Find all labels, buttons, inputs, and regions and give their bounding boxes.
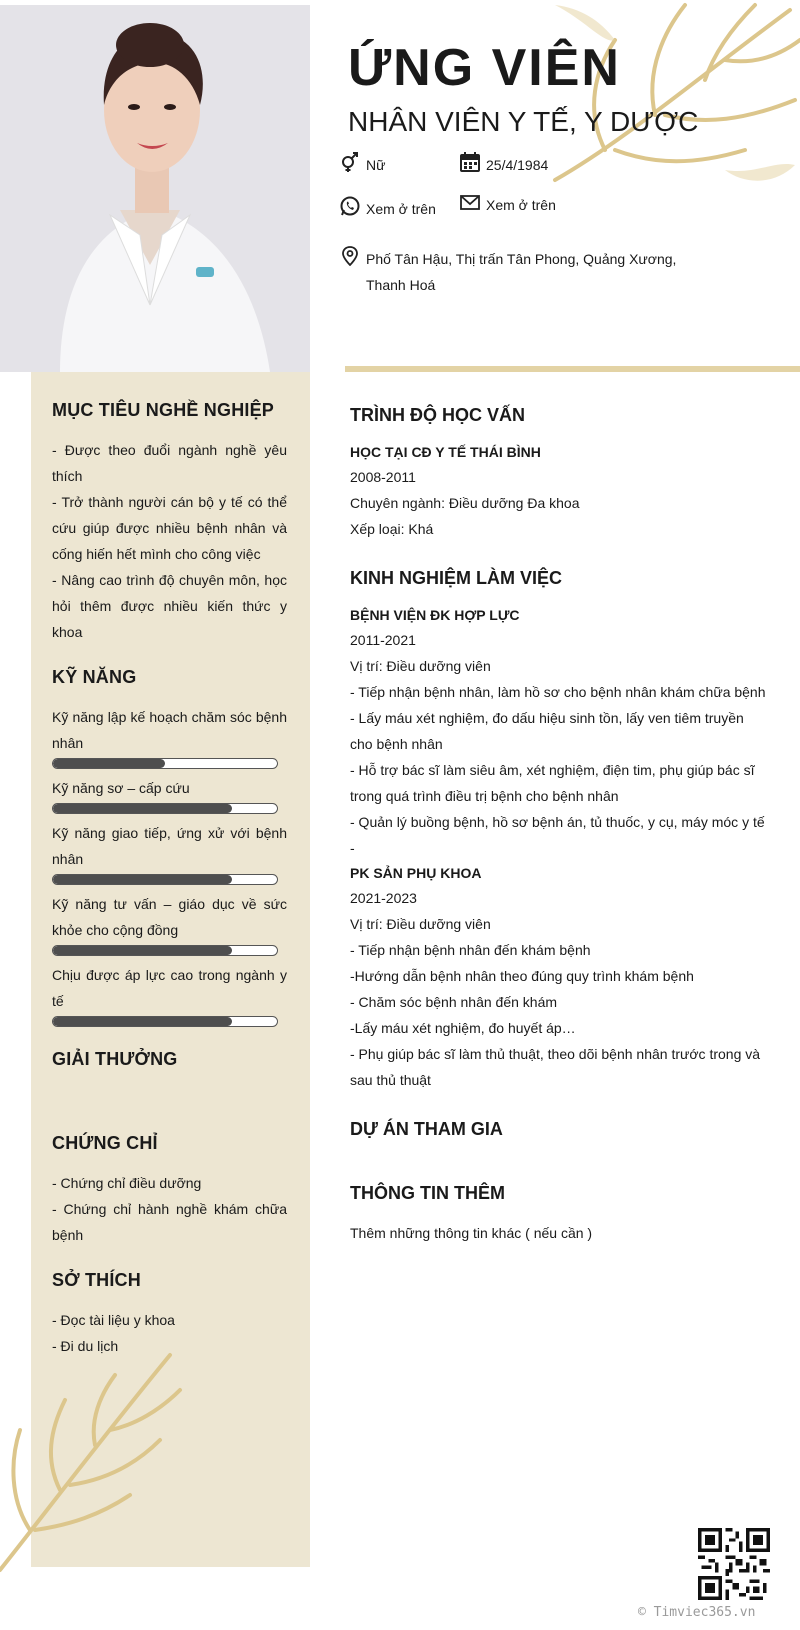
job-task: - Lấy máu xét nghiệm, đo dấu hiệu sinh tồn, lấy ven tiêm truyền cho bệnh nhân [350,710,744,752]
certificate-line: - Chứng chỉ điều dưỡng [52,1175,202,1191]
additional-title: THÔNG TIN THÊM [350,1183,505,1203]
gender-icon [340,152,360,172]
education-section [350,405,770,542]
skill-bar [52,945,278,956]
skill-item [52,775,287,814]
hobby-line: - Đi du lịch [52,1338,119,1354]
skill-name: Kỹ năng sơ – cấp cứu [52,780,190,796]
objective-line: - Được theo đuổi ngành nghề yêu thích [52,442,287,484]
email-field [460,192,556,218]
watermark: © Timviec365.vn [638,1605,756,1620]
calendar-icon [460,152,480,172]
candidate-name: ỨNG VIÊN [348,39,621,97]
skills-title: KỸ NĂNG [52,667,137,687]
address-value [366,246,676,298]
phone-field [340,196,436,222]
experience-section [350,568,770,1093]
leaf-decoration [0,1350,200,1580]
job-entry [350,605,770,861]
skill-name: Kỹ năng lập kế hoạch chăm sóc bệnh nhân [52,709,287,751]
job-task: - [350,840,355,856]
additional-text: Thêm những thông tin khác ( nếu cần ) [350,1225,593,1241]
job-task: - Hỗ trợ bác sĩ làm siêu âm, xét nghiệm, điện tim, phụ giúp bác sĩ trong quá trình điều trị bệnh cho bệnh nhân [350,762,755,804]
job-period: 2011-2021 [350,632,416,648]
profile-photo [0,5,310,372]
projects-section [350,1119,770,1163]
job-task: -Hướng dẫn bệnh nhân theo đúng quy trình khám bệnh [350,968,694,984]
job-period: 2021-2023 [350,890,417,906]
job-title: NHÂN VIÊN Y TẾ, Y DƯỢC [348,106,699,137]
objective-section [52,400,287,645]
address-line-2: Thanh Hoá [366,277,436,293]
sidebar-content [52,400,287,1373]
portrait-illustration [0,5,310,372]
objective-title: MỤC TIÊU NGHỀ NGHIỆP [52,400,275,420]
skill-fill [53,1017,232,1026]
job-task: - Chăm sóc bệnh nhân đến khám [350,994,558,1010]
phone-value: Xem ở trên [366,201,436,217]
skill-fill [53,875,232,884]
skill-bar [52,1016,278,1027]
location-icon [340,246,360,266]
job-task: - Phụ giúp bác sĩ làm thủ thuật, theo dõi bệnh nhân trước trong và sau thủ thuật [350,1046,761,1088]
hobbies-title: SỞ THÍCH [52,1270,141,1290]
skill-name: Chịu được áp lực cao trong ngành y tế [52,967,287,1009]
skill-item [52,891,287,956]
objective-line: - Trở thành người cán bộ y tế có thể cứu giúp được nhiều bệnh nhân và cống hiến hết mình cho công việc [52,494,287,562]
company-name: PK SẢN PHỤ KHOA [350,865,482,881]
certificates-title: CHỨNG CHỈ [52,1133,158,1153]
certificates-section [52,1133,287,1248]
education-period: 2008-2011 [350,469,416,485]
skill-name: Kỹ năng tư vấn – giáo dục về sức khỏe cho cộng đồng [52,896,287,938]
job-task: - Quản lý buồng bệnh, hồ sơ bệnh án, tủ thuốc, y cụ, máy móc y tế [350,814,765,830]
address-field [340,246,676,298]
job-task: - Tiếp nhận bệnh nhân đến khám bệnh [350,942,591,958]
hobby-line: - Đọc tài liệu y khoa [52,1312,175,1328]
education-grade: Xếp loại: Khá [350,521,434,537]
job-task: -Lấy máu xét nghiệm, đo huyết áp… [350,1020,576,1036]
company-name: BỆNH VIỆN ĐK HỢP LỰC [350,607,520,623]
objective-line: - Nâng cao trình độ chuyên môn, học hỏi thêm được nhiều kiến thức y khoa [52,572,287,640]
experience-title: KINH NGHIỆM LÀM VIỆC [350,568,563,588]
skill-fill [53,759,165,768]
job-role: Vị trí: Điều dưỡng viên [350,658,491,674]
job-role: Vị trí: Điều dưỡng viên [350,916,491,932]
skill-item [52,962,287,1027]
gender-value: Nữ [366,157,386,173]
education-major: Chuyên ngành: Điều dưỡng Đa khoa [350,495,580,511]
education-title: TRÌNH ĐỘ HỌC VẤN [350,405,525,425]
skill-bar [52,874,278,885]
main-content [350,405,770,1266]
mail-icon [460,192,480,212]
qr-code-icon [698,1528,770,1600]
skill-item [52,820,287,885]
skill-item [52,704,287,769]
skill-bar [52,803,278,814]
job-entry [350,863,770,1093]
gender-field [340,152,385,178]
awards-section [52,1049,287,1119]
resume-header [348,38,768,138]
skill-fill [53,804,232,813]
email-value: Xem ở trên [486,197,556,213]
birthday-field [460,152,548,178]
skills-section [52,667,287,1027]
additional-section [350,1183,770,1246]
projects-title: DỰ ÁN THAM GIA [350,1119,503,1139]
birthday-value: 25/4/1984 [486,157,549,173]
skill-fill [53,946,232,955]
job-task: - Tiếp nhận bệnh nhân, làm hồ sơ cho bệnh nhân khám chữa bệnh [350,684,766,700]
header-divider [345,366,800,372]
skill-name: Kỹ năng giao tiếp, ứng xử với bệnh nhân [52,825,287,867]
school-name: HỌC TẠI CĐ Y TẾ THÁI BÌNH [350,444,541,460]
skill-bar [52,758,278,769]
awards-title: GIẢI THƯỞNG [52,1049,178,1069]
address-line-1: Phố Tân Hậu, Thị trấn Tân Phong, Quảng Xương, [366,251,677,267]
hobbies-section [52,1270,287,1359]
phone-icon [340,196,360,216]
certificate-line: - Chứng chỉ hành nghề khám chữa bệnh [52,1201,287,1243]
